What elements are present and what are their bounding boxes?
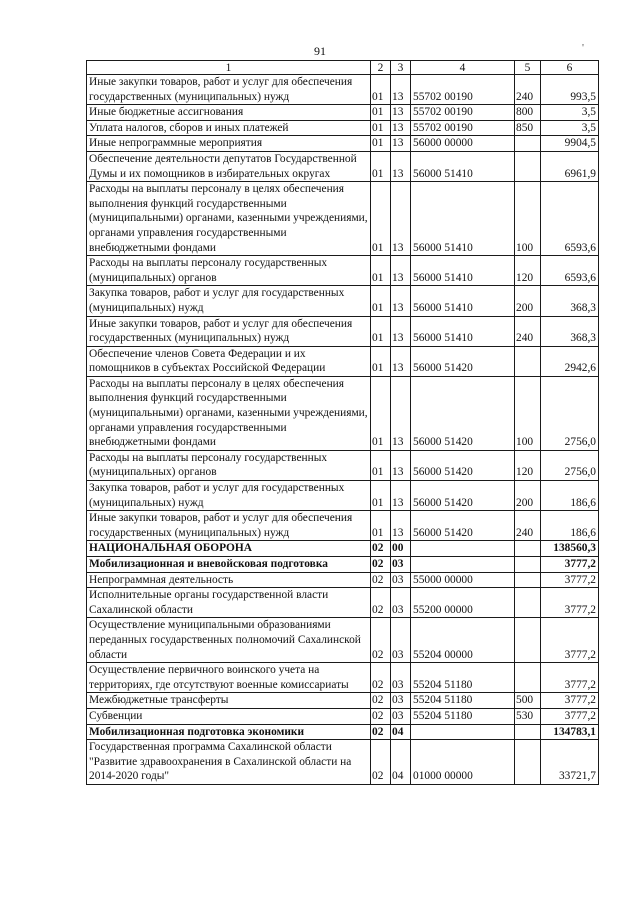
row-name: Иные закупки товаров, работ и услуг для обеспечения государственных (муниципальных) нужд: [87, 511, 371, 541]
row-amount: 3777,2: [541, 572, 599, 588]
row-code-section: 02: [371, 708, 391, 724]
corner-mark: ': [582, 42, 584, 54]
row-code-subsection: 13: [391, 511, 411, 541]
row-code-target: 56000 51420: [411, 511, 515, 541]
row-code-section: 01: [371, 511, 391, 541]
row-code-target: [411, 724, 515, 740]
row-code-section: 01: [371, 256, 391, 286]
row-code-target: 55702 00190: [411, 75, 515, 105]
row-name: Осуществление первичного воинского учета на территориях, где отсутствуют военные комиссариаты: [87, 663, 371, 693]
row-code-target: 55200 00000: [411, 588, 515, 618]
row-code-target: 55702 00190: [411, 120, 515, 136]
row-amount: 3777,2: [541, 693, 599, 709]
row-name: НАЦИОНАЛЬНАЯ ОБОРОНА: [87, 541, 371, 557]
row-name: Расходы на выплаты персоналу государственных (муниципальных) органов: [87, 450, 371, 480]
row-code-expense-type: [515, 572, 541, 588]
row-amount: 2756,0: [541, 376, 599, 450]
row-code-subsection: 13: [391, 346, 411, 376]
row-amount: 3,5: [541, 105, 599, 121]
row-code-expense-type: [515, 151, 541, 181]
row-code-section: 01: [371, 376, 391, 450]
row-code-subsection: 13: [391, 450, 411, 480]
row-code-expense-type: 240: [515, 511, 541, 541]
row-amount: 6593,6: [541, 182, 599, 256]
row-code-target: 56000 51410: [411, 286, 515, 316]
row-code-target: 55204 51180: [411, 663, 515, 693]
row-code-section: 01: [371, 316, 391, 346]
table-row: [87, 346, 599, 376]
row-name: Иные закупки товаров, работ и услуг для обеспечения государственных (муниципальных) нужд: [87, 316, 371, 346]
row-code-subsection: 00: [391, 541, 411, 557]
row-code-section: 02: [371, 557, 391, 573]
row-code-target: 56000 51420: [411, 376, 515, 450]
row-code-subsection: 03: [391, 663, 411, 693]
table-row: [87, 75, 599, 105]
row-amount: 3777,2: [541, 618, 599, 663]
row-code-expense-type: 200: [515, 286, 541, 316]
row-code-section: 02: [371, 572, 391, 588]
row-code-section: 01: [371, 481, 391, 511]
table-row: [87, 286, 599, 316]
table-row: [87, 376, 599, 450]
row-code-target: 55204 00000: [411, 618, 515, 663]
row-code-subsection: 03: [391, 557, 411, 573]
page-number: 91: [314, 44, 326, 58]
column-header: 4: [411, 61, 515, 75]
row-amount: 6961,9: [541, 151, 599, 181]
row-amount: 3777,2: [541, 663, 599, 693]
row-code-expense-type: 100: [515, 376, 541, 450]
table-header-row: [87, 61, 599, 75]
row-code-section: 02: [371, 724, 391, 740]
row-amount: 993,5: [541, 75, 599, 105]
row-code-subsection: 03: [391, 693, 411, 709]
row-code-subsection: 03: [391, 588, 411, 618]
row-code-expense-type: 850: [515, 120, 541, 136]
row-code-subsection: 13: [391, 75, 411, 105]
row-code-target: 55702 00190: [411, 105, 515, 121]
row-name: Уплата налогов, сборов и иных платежей: [87, 120, 371, 136]
column-header: 5: [515, 61, 541, 75]
row-code-expense-type: 120: [515, 256, 541, 286]
row-code-expense-type: 500: [515, 693, 541, 709]
row-amount: 186,6: [541, 511, 599, 541]
row-amount: 9904,5: [541, 136, 599, 152]
table-row: [87, 588, 599, 618]
row-code-section: 02: [371, 740, 391, 785]
column-header: 2: [371, 61, 391, 75]
row-code-section: 02: [371, 618, 391, 663]
row-name: Иные закупки товаров, работ и услуг для обеспечения государственных (муниципальных) нужд: [87, 75, 371, 105]
row-code-subsection: 13: [391, 286, 411, 316]
row-code-subsection: 04: [391, 724, 411, 740]
row-code-expense-type: 800: [515, 105, 541, 121]
row-name: Расходы на выплаты персоналу в целях обеспечения выполнения функций государственными (муниципальными) органами, казенными учреждениями, органами управления государственными внебюджетными фондами: [87, 182, 371, 256]
table-row: [87, 618, 599, 663]
column-header: 1: [87, 61, 371, 75]
row-code-section: 01: [371, 346, 391, 376]
row-code-section: 02: [371, 541, 391, 557]
table-row: [87, 182, 599, 256]
row-code-target: [411, 541, 515, 557]
row-code-expense-type: [515, 740, 541, 785]
row-code-subsection: 03: [391, 572, 411, 588]
row-code-subsection: 13: [391, 105, 411, 121]
row-name: Обеспечение деятельности депутатов Государственной Думы и их помощников в избирательных округах: [87, 151, 371, 181]
row-code-section: 01: [371, 286, 391, 316]
row-code-target: 55204 51180: [411, 708, 515, 724]
row-name: Мобилизационная подготовка экономики: [87, 724, 371, 740]
row-code-target: 56000 51420: [411, 481, 515, 511]
row-amount: 3777,2: [541, 588, 599, 618]
row-code-subsection: 13: [391, 316, 411, 346]
row-amount: 138560,3: [541, 541, 599, 557]
row-code-section: 01: [371, 105, 391, 121]
row-code-section: 02: [371, 588, 391, 618]
row-code-section: 01: [371, 151, 391, 181]
table-row: [87, 541, 599, 557]
row-amount: 134783,1: [541, 724, 599, 740]
row-name: Расходы на выплаты персоналу в целях обеспечения выполнения функций государственными (муниципальными) органами, казенными учреждениями, органами управления государственными внебюджетными фондами: [87, 376, 371, 450]
table-row: [87, 105, 599, 121]
row-code-expense-type: [515, 557, 541, 573]
row-code-section: 01: [371, 450, 391, 480]
row-code-subsection: 04: [391, 740, 411, 785]
row-code-target: 56000 51410: [411, 256, 515, 286]
row-code-section: 01: [371, 75, 391, 105]
row-amount: 368,3: [541, 286, 599, 316]
row-code-expense-type: [515, 618, 541, 663]
table-body: [87, 75, 599, 785]
row-code-subsection: 13: [391, 376, 411, 450]
row-name: Иные непрограммные мероприятия: [87, 136, 371, 152]
row-code-target: 56000 51420: [411, 450, 515, 480]
row-code-expense-type: [515, 346, 541, 376]
row-code-subsection: 13: [391, 120, 411, 136]
column-header: 3: [391, 61, 411, 75]
table-row: [87, 663, 599, 693]
row-code-expense-type: 530: [515, 708, 541, 724]
table-row: [87, 120, 599, 136]
row-code-section: 02: [371, 693, 391, 709]
row-code-section: 01: [371, 182, 391, 256]
row-amount: 3,5: [541, 120, 599, 136]
row-code-expense-type: [515, 541, 541, 557]
row-code-expense-type: 200: [515, 481, 541, 511]
row-code-section: 02: [371, 663, 391, 693]
table-row: [87, 481, 599, 511]
column-header: 6: [541, 61, 599, 75]
row-code-target: [411, 557, 515, 573]
table-row: [87, 693, 599, 709]
table-row: [87, 151, 599, 181]
row-amount: 3777,2: [541, 708, 599, 724]
budget-table: [86, 60, 599, 785]
row-code-target: 55204 51180: [411, 693, 515, 709]
row-name: Обеспечение членов Совета Федерации и их помощников в субъектах Российской Федерации: [87, 346, 371, 376]
table-row: [87, 572, 599, 588]
row-code-target: 56000 00000: [411, 136, 515, 152]
row-code-section: 01: [371, 136, 391, 152]
row-code-target: 56000 51410: [411, 316, 515, 346]
row-code-expense-type: 120: [515, 450, 541, 480]
row-code-subsection: 03: [391, 618, 411, 663]
table-row: [87, 316, 599, 346]
row-amount: 2756,0: [541, 450, 599, 480]
row-amount: 6593,6: [541, 256, 599, 286]
row-code-target: 56000 51410: [411, 182, 515, 256]
row-amount: 2942,6: [541, 346, 599, 376]
row-code-subsection: 13: [391, 481, 411, 511]
row-code-expense-type: [515, 136, 541, 152]
row-name: Закупка товаров, работ и услуг для государственных (муниципальных) нужд: [87, 286, 371, 316]
row-code-expense-type: [515, 663, 541, 693]
row-code-subsection: 13: [391, 136, 411, 152]
row-amount: 368,3: [541, 316, 599, 346]
row-code-target: 01000 00000: [411, 740, 515, 785]
row-name: Государственная программа Сахалинской области "Развитие здравоохранения в Сахалинской области на 2014-2020 годы": [87, 740, 371, 785]
table-row: [87, 724, 599, 740]
row-name: Непрограммная деятельность: [87, 572, 371, 588]
row-code-expense-type: 240: [515, 75, 541, 105]
row-amount: 33721,7: [541, 740, 599, 785]
table-row: [87, 450, 599, 480]
row-code-target: 56000 51420: [411, 346, 515, 376]
row-name: Закупка товаров, работ и услуг для государственных (муниципальных) нужд: [87, 481, 371, 511]
row-amount: 3777,2: [541, 557, 599, 573]
table-row: [87, 136, 599, 152]
row-code-expense-type: [515, 724, 541, 740]
row-name: Расходы на выплаты персоналу государственных (муниципальных) органов: [87, 256, 371, 286]
table-row: [87, 557, 599, 573]
table-row: [87, 511, 599, 541]
table-row: [87, 740, 599, 785]
row-code-target: 55000 00000: [411, 572, 515, 588]
row-name: Осуществление муниципальными образованиями переданных государственных полномочий Сахалинской области: [87, 618, 371, 663]
row-code-subsection: 03: [391, 708, 411, 724]
row-name: Исполнительные органы государственной власти Сахалинской области: [87, 588, 371, 618]
table-row: [87, 708, 599, 724]
row-name: Межбюджетные трансферты: [87, 693, 371, 709]
row-code-subsection: 13: [391, 182, 411, 256]
row-code-subsection: 13: [391, 256, 411, 286]
row-code-expense-type: [515, 588, 541, 618]
table-row: [87, 256, 599, 286]
row-name: Субвенции: [87, 708, 371, 724]
row-code-expense-type: 100: [515, 182, 541, 256]
row-code-expense-type: 240: [515, 316, 541, 346]
row-name: Иные бюджетные ассигнования: [87, 105, 371, 121]
row-code-target: 56000 51410: [411, 151, 515, 181]
row-code-subsection: 13: [391, 151, 411, 181]
row-name: Мобилизационная и вневойсковая подготовка: [87, 557, 371, 573]
row-code-section: 01: [371, 120, 391, 136]
row-amount: 186,6: [541, 481, 599, 511]
